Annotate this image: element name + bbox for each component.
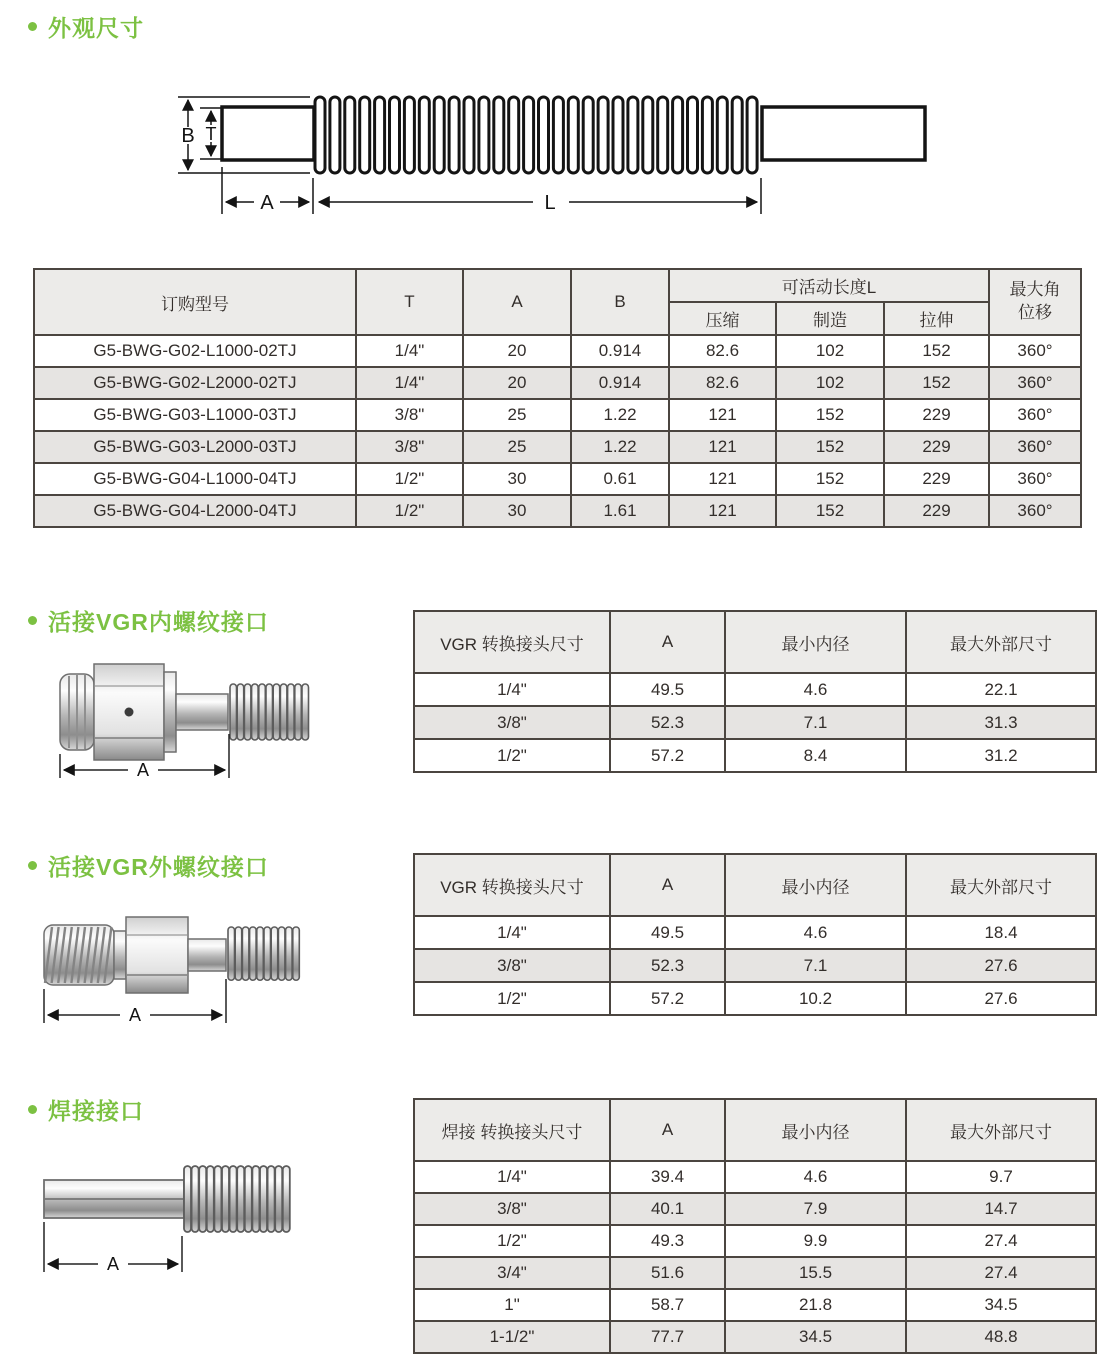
table-cell: 0.914 xyxy=(571,367,669,399)
fitting-hex-nut xyxy=(126,917,188,993)
table-cell: 0.914 xyxy=(571,335,669,367)
vgr-female-fitting-image xyxy=(52,650,312,790)
section-title-text: 外观尺寸 xyxy=(48,15,144,41)
table-cell: 1.61 xyxy=(571,495,669,527)
col-header-a: A xyxy=(463,269,571,335)
table-cell: 360° xyxy=(989,399,1081,431)
section-title-text: 活接VGR外螺纹接口 xyxy=(48,854,269,880)
table-cell: 121 xyxy=(669,399,776,431)
table-cell: 152 xyxy=(884,335,989,367)
table-cell: 52.3 xyxy=(610,949,725,982)
table-cell: 3/8" xyxy=(414,706,610,739)
dim-label-t: T xyxy=(205,124,217,144)
table-cell: 8.4 xyxy=(725,739,906,772)
section-title-vgr-female xyxy=(28,604,269,637)
bullet-icon xyxy=(28,861,37,870)
bullet-icon xyxy=(28,616,37,625)
table-cell: 40.1 xyxy=(610,1193,725,1225)
table-cell: 0.61 xyxy=(571,463,669,495)
vgr-female-table xyxy=(413,610,1097,773)
table-cell: 7.1 xyxy=(725,949,906,982)
dim-label-l: L xyxy=(544,192,556,214)
table-cell: 360° xyxy=(989,495,1081,527)
table-cell: 152 xyxy=(776,431,884,463)
dim-label-a: A xyxy=(260,192,274,214)
table-cell: 229 xyxy=(884,431,989,463)
table-cell: 34.5 xyxy=(906,1289,1096,1321)
table-row xyxy=(414,706,1096,739)
section-title-appearance xyxy=(28,10,144,43)
weld-table xyxy=(413,1098,1097,1354)
table-cell: 25 xyxy=(463,399,571,431)
table-cell: 58.7 xyxy=(610,1289,725,1321)
table-row xyxy=(414,673,1096,706)
table-cell: G5-BWG-G02-L2000-02TJ xyxy=(34,367,356,399)
table-cell: 360° xyxy=(989,367,1081,399)
fitting-detent-hole xyxy=(125,708,134,717)
table-cell: 102 xyxy=(776,367,884,399)
table-cell: 3/4" xyxy=(414,1257,610,1289)
table-cell: 27.6 xyxy=(906,982,1096,1015)
table-cell: 152 xyxy=(776,495,884,527)
weld-fitting-image xyxy=(36,1140,306,1285)
table-row xyxy=(34,335,1081,367)
vgr-male-fitting-image xyxy=(36,895,306,1035)
col-header-a: A xyxy=(610,1099,725,1161)
table-row xyxy=(414,1321,1096,1353)
table-cell: 3/8" xyxy=(356,399,463,431)
col-header-size: VGR 转换接头尺寸 xyxy=(414,854,610,916)
table-cell: 360° xyxy=(989,463,1081,495)
table-cell: 14.7 xyxy=(906,1193,1096,1225)
col-header-a: A xyxy=(610,611,725,673)
col-header-b: B xyxy=(571,269,669,335)
col-header-stretch: 拉伸 xyxy=(884,302,989,335)
table-cell: 27.4 xyxy=(906,1225,1096,1257)
table-row xyxy=(414,916,1096,949)
table-cell: 3/8" xyxy=(414,949,610,982)
table-cell: 9.7 xyxy=(906,1161,1096,1193)
table-row xyxy=(414,982,1096,1015)
col-header-min-id: 最小内径 xyxy=(725,1099,906,1161)
table-cell: G5-BWG-G03-L2000-03TJ xyxy=(34,431,356,463)
table-cell: 152 xyxy=(776,399,884,431)
table-cell: 1.22 xyxy=(571,399,669,431)
table-cell: 360° xyxy=(989,335,1081,367)
order-model-table xyxy=(33,268,1082,528)
table-cell: 1.22 xyxy=(571,431,669,463)
vgr-male-table xyxy=(413,853,1097,1016)
table-cell: G5-BWG-G03-L1000-03TJ xyxy=(34,399,356,431)
table-cell: 7.9 xyxy=(725,1193,906,1225)
hose-bellows xyxy=(315,97,757,173)
table-cell: 30 xyxy=(463,495,571,527)
col-header-max-od: 最大外部尺寸 xyxy=(906,1099,1096,1161)
col-header-size: 焊接 转换接头尺寸 xyxy=(414,1099,610,1161)
table-cell: 1/2" xyxy=(414,1225,610,1257)
table-cell: 229 xyxy=(884,495,989,527)
col-header-t: T xyxy=(356,269,463,335)
col-header-min-id: 最小内径 xyxy=(725,854,906,916)
table-cell: 4.6 xyxy=(725,916,906,949)
hose-dimension-diagram xyxy=(150,72,950,222)
dim-label-a: A xyxy=(136,760,150,780)
fitting-stem xyxy=(176,694,228,730)
table-cell: G5-BWG-G04-L2000-04TJ xyxy=(34,495,356,527)
table-cell: 1/4" xyxy=(356,335,463,367)
table-cell: 229 xyxy=(884,463,989,495)
table-cell: 3/8" xyxy=(356,431,463,463)
table-cell: 34.5 xyxy=(725,1321,906,1353)
table-row xyxy=(34,431,1081,463)
table-row xyxy=(34,495,1081,527)
table-cell: 4.6 xyxy=(725,673,906,706)
table-cell: 10.2 xyxy=(725,982,906,1015)
table-cell: 152 xyxy=(884,367,989,399)
hose-left-tube xyxy=(222,107,314,160)
table-cell: 1/2" xyxy=(356,463,463,495)
table-row xyxy=(414,1193,1096,1225)
dim-label-a: A xyxy=(106,1254,120,1274)
table-cell: 31.3 xyxy=(906,706,1096,739)
table-cell: 15.5 xyxy=(725,1257,906,1289)
table-cell: 49.5 xyxy=(610,916,725,949)
table-cell: 30 xyxy=(463,463,571,495)
table-cell: 121 xyxy=(669,431,776,463)
table-cell: 77.7 xyxy=(610,1321,725,1353)
table-row xyxy=(414,1257,1096,1289)
table-cell: 1/2" xyxy=(414,739,610,772)
table-cell: 1/2" xyxy=(356,495,463,527)
section-title-text: 活接VGR内螺纹接口 xyxy=(48,609,269,635)
table-cell: G5-BWG-G04-L1000-04TJ xyxy=(34,463,356,495)
table-row xyxy=(414,739,1096,772)
table-row xyxy=(414,1289,1096,1321)
col-header-movable-length: 可活动长度L xyxy=(669,269,989,302)
table-cell: 48.8 xyxy=(906,1321,1096,1353)
table-cell: 3/8" xyxy=(414,1193,610,1225)
fitting-stem xyxy=(188,939,226,971)
table-cell: 27.6 xyxy=(906,949,1096,982)
table-cell: 57.2 xyxy=(610,739,725,772)
table-cell: 152 xyxy=(776,463,884,495)
table-cell: 39.4 xyxy=(610,1161,725,1193)
section-title-weld xyxy=(28,1093,144,1126)
table-cell: 121 xyxy=(669,495,776,527)
table-cell: 1/4" xyxy=(356,367,463,399)
dim-label-b: B xyxy=(181,125,195,147)
col-header-size: VGR 转换接头尺寸 xyxy=(414,611,610,673)
section-title-text: 焊接接口 xyxy=(48,1098,144,1124)
table-cell: 1/2" xyxy=(414,982,610,1015)
table-cell: 57.2 xyxy=(610,982,725,1015)
table-row xyxy=(34,367,1081,399)
table-cell: 9.9 xyxy=(725,1225,906,1257)
table-cell: 4.6 xyxy=(725,1161,906,1193)
table-cell: 1" xyxy=(414,1289,610,1321)
table-cell: 1/4" xyxy=(414,916,610,949)
table-cell: 49.3 xyxy=(610,1225,725,1257)
table-cell: 31.2 xyxy=(906,739,1096,772)
table-row xyxy=(414,1161,1096,1193)
fitting-bellows xyxy=(230,684,309,740)
table-row xyxy=(34,399,1081,431)
table-cell: 20 xyxy=(463,367,571,399)
table-row xyxy=(34,463,1081,495)
table-cell: 229 xyxy=(884,399,989,431)
section-title-vgr-male xyxy=(28,849,269,882)
table-cell: 20 xyxy=(463,335,571,367)
table-row xyxy=(414,949,1096,982)
table-cell: 25 xyxy=(463,431,571,463)
bullet-icon xyxy=(28,1105,37,1114)
table-cell: 18.4 xyxy=(906,916,1096,949)
fitting-bellows xyxy=(184,1166,290,1232)
table-cell: 22.1 xyxy=(906,673,1096,706)
table-cell: 82.6 xyxy=(669,367,776,399)
col-header-max-od: 最大外部尺寸 xyxy=(906,611,1096,673)
table-row xyxy=(414,1225,1096,1257)
col-header-model: 订购型号 xyxy=(34,269,356,335)
table-cell: 21.8 xyxy=(725,1289,906,1321)
table-cell: 1/4" xyxy=(414,1161,610,1193)
table-cell: 1-1/2" xyxy=(414,1321,610,1353)
table-cell: 49.5 xyxy=(610,673,725,706)
col-header-min-id: 最小内径 xyxy=(725,611,906,673)
table-cell: 121 xyxy=(669,463,776,495)
hose-right-tube xyxy=(762,107,925,160)
table-cell: 7.1 xyxy=(725,706,906,739)
dim-label-a: A xyxy=(128,1005,142,1025)
fitting-bellows xyxy=(228,927,299,980)
table-cell: 102 xyxy=(776,335,884,367)
col-header-compress: 压缩 xyxy=(669,302,776,335)
col-header-a: A xyxy=(610,854,725,916)
table-cell: 360° xyxy=(989,431,1081,463)
table-cell: 82.6 xyxy=(669,335,776,367)
col-header-max-od: 最大外部尺寸 xyxy=(906,854,1096,916)
table-cell: 52.3 xyxy=(610,706,725,739)
col-header-manufacture: 制造 xyxy=(776,302,884,335)
table-cell: 51.6 xyxy=(610,1257,725,1289)
table-cell: G5-BWG-G02-L1000-02TJ xyxy=(34,335,356,367)
col-header-max-angular: 最大角位移 xyxy=(989,269,1081,335)
table-cell: 1/4" xyxy=(414,673,610,706)
bullet-icon xyxy=(28,22,37,31)
table-cell: 27.4 xyxy=(906,1257,1096,1289)
